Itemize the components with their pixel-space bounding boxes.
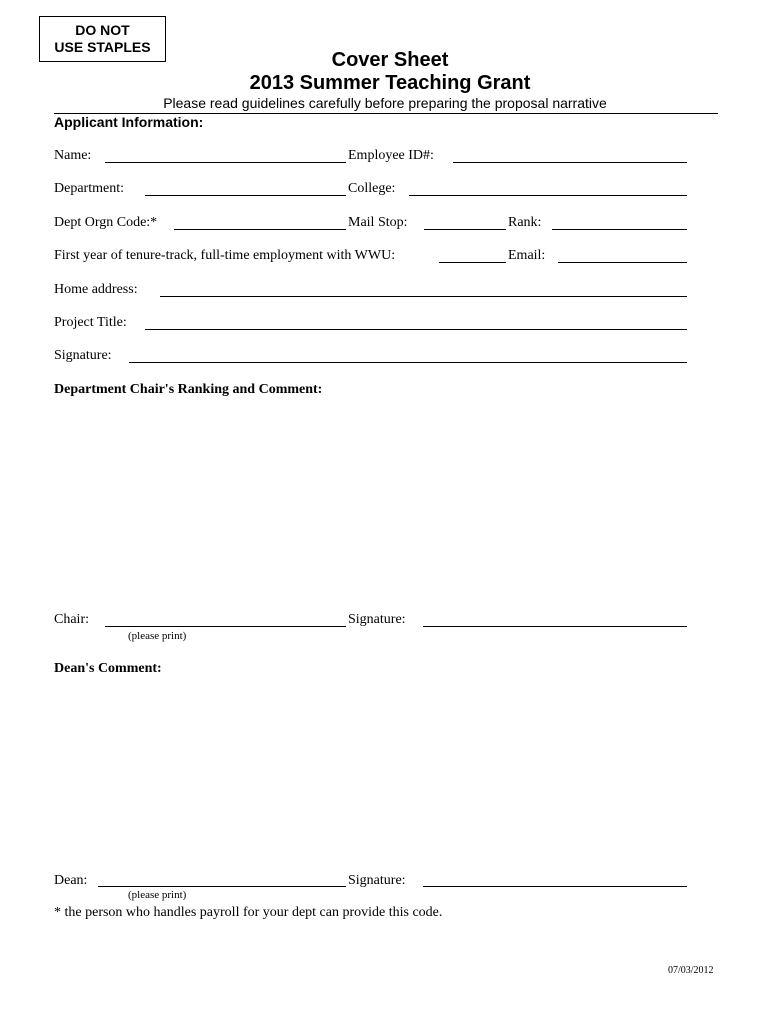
dept-orgn-code-field[interactable] xyxy=(174,229,346,230)
chair-print-note: (please print) xyxy=(128,630,187,642)
mail-stop-field[interactable] xyxy=(424,229,506,230)
chair-label: Chair: xyxy=(54,612,89,627)
dean-comment-area[interactable] xyxy=(54,680,687,865)
department-field[interactable] xyxy=(145,195,346,196)
chair-signature-label: Signature: xyxy=(348,612,406,627)
dean-name-field[interactable] xyxy=(98,886,346,887)
college-label: College: xyxy=(348,181,396,196)
employee-id-field[interactable] xyxy=(453,162,687,163)
applicant-signature-label: Signature: xyxy=(54,348,112,363)
college-field[interactable] xyxy=(409,195,687,196)
employee-id-label: Employee ID#: xyxy=(348,148,434,163)
applicant-signature-field[interactable] xyxy=(129,362,687,363)
do-not-staple-notice xyxy=(39,16,166,62)
page-subtitle: 2013 Summer Teaching Grant xyxy=(249,72,531,94)
name-field[interactable] xyxy=(105,162,346,163)
rank-label: Rank: xyxy=(508,215,542,230)
mail-stop-label: Mail Stop: xyxy=(348,215,408,230)
project-title-field[interactable] xyxy=(145,329,687,330)
page-title: Cover Sheet xyxy=(331,49,449,71)
dean-print-note: (please print) xyxy=(128,889,187,901)
chair-signature-field[interactable] xyxy=(423,626,687,627)
department-label: Department: xyxy=(54,181,124,196)
home-address-field[interactable] xyxy=(160,296,687,297)
project-title-label: Project Title: xyxy=(54,315,127,330)
footnote: * the person who handles payroll for your dept can provide this code. xyxy=(54,905,443,920)
applicant-info-heading: Applicant Information: xyxy=(54,114,204,130)
email-label: Email: xyxy=(508,248,546,263)
chair-comment-area[interactable] xyxy=(54,400,687,605)
dean-signature-field[interactable] xyxy=(423,886,687,887)
chair-section-heading: Department Chair's Ranking and Comment: xyxy=(54,382,323,397)
first-year-label: First year of tenure-track, full-time employment with WWU: xyxy=(54,248,396,263)
first-year-field[interactable] xyxy=(439,262,506,263)
dean-section-heading: Dean's Comment: xyxy=(54,661,162,676)
home-address-label: Home address: xyxy=(54,282,138,297)
instruction-text: Please read guidelines carefully before preparing the proposal narrative xyxy=(163,95,607,111)
name-label: Name: xyxy=(54,148,92,163)
dept-orgn-code-label: Dept Orgn Code:* xyxy=(54,215,158,230)
dean-label: Dean: xyxy=(54,873,88,888)
email-field[interactable] xyxy=(558,262,687,263)
stamp-line-1: DO NOT xyxy=(75,22,130,38)
revision-date: 07/03/2012 xyxy=(668,965,714,976)
dean-signature-label: Signature: xyxy=(348,873,406,888)
chair-name-field[interactable] xyxy=(105,626,346,627)
stamp-line-2: USE STAPLES xyxy=(54,39,151,55)
rank-field[interactable] xyxy=(552,229,687,230)
